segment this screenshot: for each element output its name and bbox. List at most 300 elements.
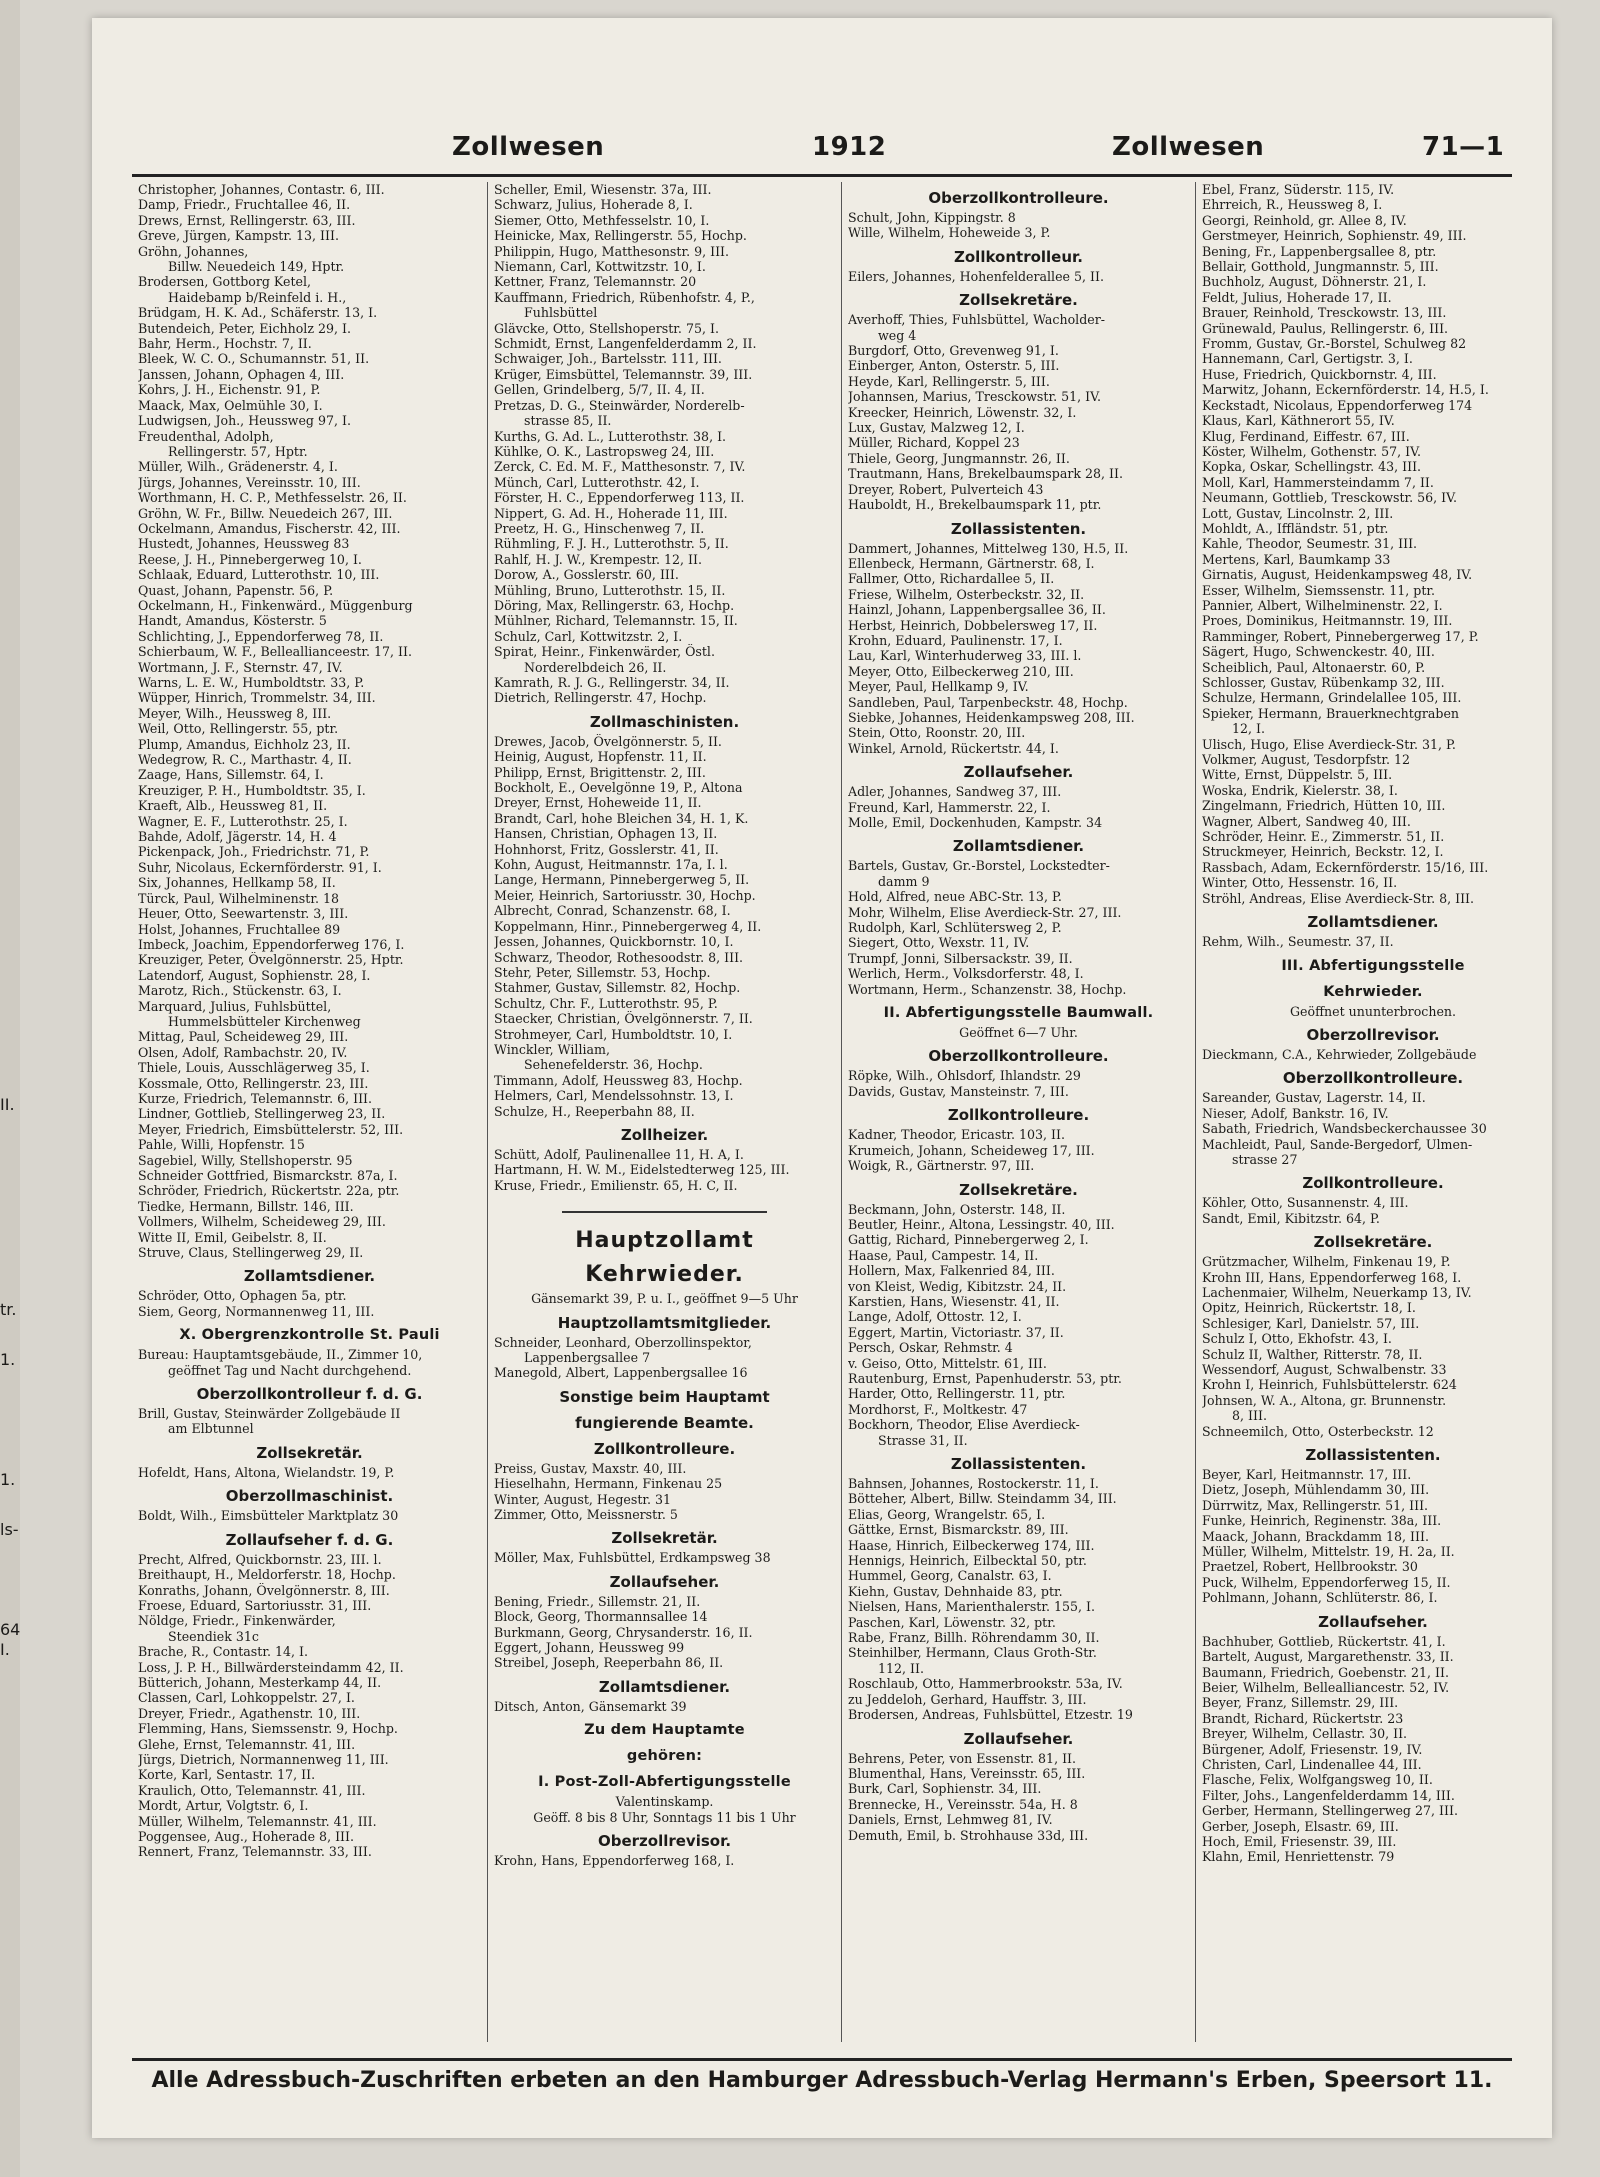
directory-entry: Schlichting, J., Eppendorferweg 78, II. bbox=[138, 628, 384, 644]
directory-entry: Demuth, Emil, b. Strohhause 33d, III. bbox=[848, 1827, 1089, 1843]
column-2 bbox=[488, 182, 842, 2042]
directory-entry: Krohn, Eduard, Paulinenstr. 17, I. bbox=[848, 632, 1063, 648]
section-heading: Zollsekretär. bbox=[611, 1529, 718, 1548]
directory-entry: Kohrs, J. H., Eichenstr. 91, P. bbox=[138, 382, 321, 398]
directory-entry: Niemann, Carl, Kottwitzstr. 10, I. bbox=[494, 259, 706, 275]
directory-entry: Struckmeyer, Heinrich, Beckstr. 12, I. bbox=[1202, 844, 1444, 860]
directory-entry: Plump, Amandus, Eichholz 23, II. bbox=[138, 736, 351, 752]
directory-entry: Mühling, Bruno, Lutterothstr. 15, II. bbox=[494, 582, 726, 598]
directory-entry: Imbeck, Joachim, Eppendorferweg 176, I. bbox=[138, 936, 405, 952]
directory-entry: Beutler, Heinr., Altona, Lessingstr. 40, III. bbox=[848, 1216, 1115, 1232]
directory-entry: Rühmling, F. J. H., Lutterothstr. 5, II. bbox=[494, 536, 729, 552]
directory-entry: Herbst, Heinrich, Dobbelersweg 17, II. bbox=[848, 617, 1098, 633]
section-heading: fungierende Beamte. bbox=[575, 1413, 754, 1432]
directory-entry: Brodersen, Andreas, Fuhlsbüttel, Etzestr. 19 bbox=[848, 1707, 1133, 1723]
section-heading: I. Post-Zoll-Abfertigungsstelle bbox=[538, 1774, 791, 1791]
directory-entry: Pretzas, D. G., Steinwärder, Norderelb- bbox=[494, 397, 745, 413]
directory-entry: Türck, Paul, Wilhelminenstr. 18 bbox=[138, 890, 339, 906]
directory-entry: Burkmann, Georg, Chrysanderstr. 16, II. bbox=[494, 1624, 753, 1640]
directory-entry: Mittag, Paul, Scheideweg 29, III. bbox=[138, 1029, 349, 1045]
directory-entry: Schulz I, Otto, Ekhofstr. 43, I. bbox=[1202, 1331, 1392, 1347]
directory-entry: Elias, Georg, Wrangelstr. 65, I. bbox=[848, 1506, 1046, 1522]
directory-entry: Harder, Otto, Rellingerstr. 11, ptr. bbox=[848, 1386, 1066, 1402]
directory-entry: Wessendorf, August, Schwalbenstr. 33 bbox=[1202, 1362, 1447, 1377]
directory-entry: Meyer, Otto, Eilbeckerweg 210, III. bbox=[848, 663, 1074, 679]
directory-entry: Ulisch, Hugo, Elise Averdieck-Str. 31, P. bbox=[1202, 736, 1456, 752]
directory-entry: Meyer, Friedrich, Eimsbüttelerstr. 52, III. bbox=[138, 1121, 404, 1137]
directory-entry: Nippert, G. Ad. H., Hoherade 11, III. bbox=[494, 505, 728, 521]
directory-entry: Schulze, Hermann, Grindelallee 105, III. bbox=[1202, 690, 1462, 706]
directory-entry: damm 9 bbox=[878, 873, 930, 889]
directory-entry: Bockholt, E., Oevelgönne 19, P., Altona bbox=[494, 780, 743, 796]
directory-entry: Gröhn, W. Fr., Billw. Neuedeich 267, III. bbox=[138, 505, 393, 521]
directory-entry: Korte, Karl, Sentastr. 17, II. bbox=[138, 1767, 316, 1783]
directory-entry: Gerstmeyer, Heinrich, Sophienstr. 49, III. bbox=[1202, 228, 1467, 244]
directory-entry: strasse 27 bbox=[1232, 1151, 1298, 1167]
directory-entry: Krohn III, Hans, Eppendorferweg 168, I. bbox=[1202, 1269, 1462, 1285]
directory-entry: Dreyer, Robert, Pulverteich 43 bbox=[848, 481, 1044, 497]
directory-entry: Brache, R., Contastr. 14, I. bbox=[138, 1644, 308, 1660]
directory-entry: Köhler, Otto, Susannenstr. 4, III. bbox=[1202, 1195, 1409, 1211]
directory-entry: Christen, Carl, Lindenallee 44, III. bbox=[1202, 1756, 1422, 1772]
directory-entry: Döring, Max, Rellingerstr. 63, Hochp. bbox=[494, 597, 735, 613]
directory-entry: Zaage, Hans, Sillemstr. 64, I. bbox=[138, 767, 324, 783]
directory-entry: Funke, Heinrich, Reginenstr. 38a, III. bbox=[1202, 1513, 1442, 1529]
directory-entry: Worthmann, H. C. P., Methfesselstr. 26, II. bbox=[138, 490, 407, 506]
section-heading: Oberzollrevisor. bbox=[1306, 1025, 1440, 1044]
directory-entry: Lott, Gustav, Lincolnstr. 2, III. bbox=[1202, 505, 1394, 521]
directory-entry: Lindner, Gottlieb, Stellingerweg 23, II. bbox=[138, 1106, 386, 1122]
directory-entry: Averhoff, Thies, Fuhlsbüttel, Wacholder- bbox=[848, 312, 1105, 328]
directory-entry: zu Jeddeloh, Gerhard, Hauffstr. 3, III. bbox=[848, 1691, 1087, 1707]
margin-mark: II. bbox=[0, 1095, 15, 1114]
directory-entry: Breithaupt, H., Meldorferstr. 18, Hochp. bbox=[138, 1567, 396, 1583]
directory-entry: Dreyer, Friedr., Agathenstr. 10, III. bbox=[138, 1705, 361, 1721]
directory-entry: Timmann, Adolf, Heussweg 83, Hochp. bbox=[494, 1072, 743, 1088]
directory-entry: Molle, Emil, Dockenhuden, Kampstr. 34 bbox=[848, 815, 1103, 830]
directory-entry: Philippin, Hugo, Matthesonstr. 9, III. bbox=[494, 243, 730, 259]
directory-entry: Dammert, Johannes, Mittelweg 130, H.5, II. bbox=[848, 540, 1129, 556]
directory-entry: Hofeldt, Hans, Altona, Wielandstr. 19, P. bbox=[138, 1464, 395, 1480]
directory-entry: Norderelbdeich 26, II. bbox=[524, 659, 667, 675]
directory-entry: Kreuziger, P. H., Humboldtstr. 35, I. bbox=[138, 782, 366, 798]
directory-entry: Nöldge, Friedr., Finkenwärder, bbox=[138, 1613, 336, 1629]
directory-entry: Lux, Gustav, Malzweg 12, I. bbox=[848, 420, 1025, 436]
directory-entry: Marquard, Julius, Fuhlsbüttel, bbox=[138, 998, 332, 1014]
directory-entry: Froese, Eduard, Sartoriusstr. 31, III. bbox=[138, 1597, 372, 1613]
directory-entry: Jessen, Johannes, Quickbornstr. 10, I. bbox=[494, 934, 734, 950]
directory-entry: Fuhlsbüttel bbox=[524, 305, 598, 321]
directory-entry: Mordhorst, F., Moltkestr. 47 bbox=[848, 1401, 1028, 1417]
directory-entry: Zimmer, Otto, Meissnerstr. 5 bbox=[494, 1507, 678, 1523]
directory-entry: Gellen, Grindelberg, 5/7, II. 4, II. bbox=[494, 382, 705, 398]
directory-entry: Spirat, Heinr., Finkenwärder, Östl. bbox=[494, 644, 715, 660]
directory-entry: Machleidt, Paul, Sande-Bergedorf, Ulmen- bbox=[1202, 1136, 1473, 1152]
directory-entry: Brennecke, H., Vereinsstr. 54a, H. 8 bbox=[848, 1796, 1078, 1812]
section-heading: Zollassistenten. bbox=[1305, 1446, 1441, 1465]
directory-entry: Ehrreich, R., Heussweg 8, I. bbox=[1202, 197, 1383, 213]
section-heading: Hauptzollamtsmitglieder. bbox=[557, 1313, 772, 1332]
section-divider bbox=[562, 1211, 767, 1213]
directory-entry: Bockhorn, Theodor, Elise Averdieck- bbox=[848, 1417, 1080, 1433]
directory-entry: Sareander, Gustav, Lagerstr. 14, II. bbox=[1202, 1090, 1426, 1106]
directory-entry: Hannemann, Carl, Gertigstr. 3, I. bbox=[1202, 351, 1413, 367]
directory-entry: Persch, Oskar, Rehmstr. 4 bbox=[848, 1340, 1013, 1356]
directory-entry: Trautmann, Hans, Brekelbaumspark 28, II. bbox=[848, 466, 1123, 482]
directory-entry: Buchholz, August, Döhnerstr. 21, I. bbox=[1202, 274, 1427, 290]
section-heading: Zollamtsdiener. bbox=[243, 1267, 376, 1286]
directory-entry: Wortmann, Herm., Schanzenstr. 38, Hochp. bbox=[848, 981, 1127, 997]
directory-entry: Philipp, Ernst, Brigittenstr. 2, III. bbox=[494, 764, 706, 780]
directory-entry: Freund, Karl, Hammerstr. 22, I. bbox=[848, 799, 1051, 815]
directory-entry: Hummel, Georg, Canalstr. 63, I. bbox=[848, 1568, 1052, 1584]
directory-entry: Siemer, Otto, Methfesselstr. 10, I. bbox=[494, 212, 710, 228]
section-heading: Oberzollkontrolleure. bbox=[1282, 1069, 1464, 1088]
directory-entry: Nieser, Adolf, Bankstr. 16, IV. bbox=[1202, 1105, 1389, 1121]
directory-entry: 12, I. bbox=[1232, 721, 1266, 737]
directory-entry: Staecker, Christian, Övelgönnerstr. 7, II. bbox=[494, 1011, 753, 1027]
section-heading: X. Obergrenzkontrolle St. Pauli bbox=[179, 1327, 440, 1344]
directory-entry: Suhr, Nicolaus, Eckernförderstr. 91, I. bbox=[138, 859, 382, 875]
directory-entry: Gerber, Hermann, Stellingerweg 27, III. bbox=[1202, 1803, 1458, 1819]
directory-entry: Kohn, August, Heitmannstr. 17a, I. l. bbox=[494, 857, 728, 873]
directory-entry: Haase, Hinrich, Eilbeckerweg 174, III. bbox=[848, 1537, 1095, 1553]
margin-marks bbox=[0, 0, 20, 2177]
directory-entry: Krüger, Eimsbüttel, Telemannstr. 39, III. bbox=[494, 366, 753, 382]
directory-entry: Bachhuber, Gottlieb, Rückertstr. 41, I. bbox=[1202, 1633, 1446, 1649]
section-heading: Oberzollmaschinist. bbox=[225, 1487, 394, 1506]
directory-entry: Dietrich, Rellingerstr. 47, Hochp. bbox=[494, 690, 707, 706]
directory-entry: Ebel, Franz, Süderstr. 115, IV. bbox=[1202, 182, 1395, 197]
section-heading: Zollsekretäre. bbox=[959, 291, 1078, 310]
section-heading: Zollheizer. bbox=[620, 1125, 709, 1144]
directory-entry: Pannier, Albert, Wilhelminenstr. 22, I. bbox=[1202, 597, 1443, 613]
directory-entry: Hollern, Max, Falkenried 84, III. bbox=[848, 1263, 1055, 1279]
section-heading: Zollkontrolleure. bbox=[1302, 1174, 1444, 1193]
directory-entry: Dreyer, Ernst, Hoheweide 11, II. bbox=[494, 795, 702, 811]
directory-entry: Thiele, Louis, Ausschlägerweg 35, I. bbox=[138, 1060, 370, 1076]
directory-entry: Schultz, Chr. F., Lutterothstr. 95, P. bbox=[494, 995, 718, 1011]
section-heading: Zollkontrolleure. bbox=[593, 1439, 736, 1458]
directory-entry: Münch, Carl, Lutterothstr. 42, I. bbox=[494, 474, 700, 490]
section-heading: Zollaufseher f. d. G. bbox=[225, 1530, 394, 1549]
directory-entry: Hartmann, H. W. M., Eidelstedterweg 125, III. bbox=[494, 1162, 790, 1178]
directory-entry: Block, Georg, Thormannsallee 14 bbox=[494, 1609, 708, 1625]
section-heading: Zollkontrolleur. bbox=[954, 247, 1083, 266]
directory-entry: Davids, Gustav, Mansteinstr. 7, III. bbox=[848, 1083, 1069, 1099]
directory-entry: Poggensee, Aug., Hoherade 8, III. bbox=[138, 1829, 355, 1844]
directory-entry: Strohmeyer, Carl, Humboldtstr. 10, I. bbox=[494, 1026, 733, 1042]
directory-entry: Lange, Hermann, Pinnebergerweg 5, II. bbox=[494, 872, 750, 888]
directory-entry: Bening, Fr., Lappenbergsallee 8, ptr. bbox=[1202, 243, 1437, 259]
directory-entry: Beier, Wilhelm, Bellealliancestr. 52, IV. bbox=[1202, 1679, 1450, 1695]
directory-entry: Steinhilber, Hermann, Claus Groth-Str. bbox=[848, 1645, 1097, 1661]
section-heading: Zollassistenten. bbox=[950, 519, 1087, 538]
directory-entry: Spieker, Hermann, Brauerknechtgraben bbox=[1202, 705, 1460, 721]
directory-entry: Ellenbeck, Hermann, Gärtnerstr. 68, I. bbox=[848, 555, 1095, 571]
directory-entry: Sabath, Friedrich, Wandsbeckerchaussee 30 bbox=[1202, 1121, 1487, 1137]
directory-entry: Maack, Johann, Brackdamm 18, III. bbox=[1202, 1528, 1429, 1544]
section-note: Geöff. 8 bis 8 Uhr, Sonntags 11 bis 1 Uhr bbox=[533, 1809, 796, 1825]
directory-entry: Hennigs, Heinrich, Eilbecktal 50, ptr. bbox=[848, 1553, 1087, 1569]
directory-entry: Greve, Jürgen, Kampstr. 13, III. bbox=[138, 228, 339, 244]
directory-entry: Proes, Dominikus, Heitmannstr. 19, III. bbox=[1202, 613, 1453, 629]
directory-entry: Bahr, Herm., Hochstr. 7, II. bbox=[138, 336, 312, 352]
directory-entry: Mohldt, A., Iffländstr. 51, ptr. bbox=[1202, 520, 1389, 536]
directory-entry: Klug, Ferdinand, Eiffestr. 67, III. bbox=[1202, 428, 1410, 444]
directory-entry: Winter, August, Hegestr. 31 bbox=[494, 1491, 672, 1507]
directory-entry: Zerck, C. Ed. M. F., Matthesonstr. 7, IV. bbox=[494, 459, 746, 475]
directory-entry: Drewes, Jacob, Övelgönnerstr. 5, II. bbox=[494, 733, 722, 749]
directory-entry: Flemming, Hans, Siemssenstr. 9, Hochp. bbox=[138, 1721, 398, 1737]
directory-entry: Sandleben, Paul, Tarpenbeckstr. 48, Hochp. bbox=[848, 694, 1128, 710]
directory-entry: Streibel, Joseph, Reeperbahn 86, II. bbox=[494, 1655, 724, 1671]
directory-entry: Haidebamp b/Reinfeld i. H., bbox=[168, 289, 347, 305]
section-heading: Kehrwieder. bbox=[1323, 983, 1423, 1000]
directory-entry: Bleek, W. C. O., Schumannstr. 51, II. bbox=[138, 351, 370, 367]
directory-entry: Schneider, Leonhard, Oberzollinspektor, bbox=[494, 1334, 752, 1350]
directory-entry: Krumeich, Johann, Scheideweg 17, III. bbox=[848, 1142, 1095, 1158]
directory-entry: Siem, Georg, Normannenweg 11, III. bbox=[138, 1303, 375, 1319]
section-heading: Zollsekretäre. bbox=[1313, 1233, 1433, 1252]
section-heading: Zollsekretär. bbox=[256, 1443, 363, 1462]
section-note: Gänsemarkt 39, P. u. I., geöffnet 9—5 Uhr bbox=[531, 1291, 798, 1307]
directory-entry: Dürrwitz, Max, Rellingerstr. 51, III. bbox=[1202, 1497, 1429, 1513]
directory-entry: Drews, Ernst, Rellingerstr. 63, III. bbox=[138, 212, 356, 228]
directory-entry: Siebke, Johannes, Heidenkampsweg 208, III. bbox=[848, 709, 1135, 725]
directory-entry: Gerber, Joseph, Elsastr. 69, III. bbox=[1202, 1818, 1399, 1834]
directory-entry: Kraeft, Alb., Heussweg 81, II. bbox=[138, 798, 328, 814]
directory-entry: Billw. Neuedeich 149, Hptr. bbox=[168, 259, 345, 275]
directory-entry: Ludwigsen, Joh., Heussweg 97, I. bbox=[138, 413, 351, 429]
directory-entry: Reese, J. H., Pinnebergerweg 10, I. bbox=[138, 551, 362, 567]
directory-entry: Filter, Johs., Langenfelderdamm 14, III. bbox=[1202, 1787, 1455, 1803]
directory-entry: Hauboldt, H., Brekelbaumspark 11, ptr. bbox=[848, 497, 1102, 513]
directory-entry: Hold, Alfred, neue ABC-Str. 13, P. bbox=[848, 889, 1062, 905]
directory-entry: Handt, Amandus, Kösterstr. 5 bbox=[138, 613, 327, 629]
directory-entry: Kopka, Oskar, Schellingstr. 43, III. bbox=[1202, 459, 1422, 475]
directory-entry: Sagebiel, Willy, Stellshoperstr. 95 bbox=[138, 1152, 353, 1168]
directory-entry: Burgdorf, Otto, Grevenweg 91, I. bbox=[848, 343, 1059, 359]
section-heading: Zollaufseher. bbox=[1318, 1612, 1428, 1631]
directory-entry: Schwaiger, Joh., Bartelsstr. 111, III. bbox=[494, 351, 722, 367]
directory-entry: Schneemilch, Otto, Osterbeckstr. 12 bbox=[1202, 1423, 1434, 1439]
margin-mark: tr. bbox=[0, 1300, 17, 1319]
directory-entry: Rautenburg, Ernst, Papenhuderstr. 53, ptr. bbox=[848, 1370, 1122, 1386]
directory-entry: Hansen, Christian, Ophagen 13, II. bbox=[494, 826, 718, 842]
section-heading: Zollamtsdiener. bbox=[952, 837, 1085, 856]
directory-entry: Warns, L. E. W., Humboldtstr. 33, P. bbox=[138, 675, 365, 690]
section-heading: Zollamtsdiener. bbox=[598, 1677, 731, 1696]
directory-entry: Christopher, Johannes, Contastr. 6, III. bbox=[138, 182, 385, 197]
directory-entry: Breyer, Wilhelm, Cellastr. 30, II. bbox=[1202, 1726, 1408, 1742]
directory-entry: Damp, Friedr., Fruchtallee 46, II. bbox=[138, 197, 351, 213]
directory-entry: Bütterich, Johann, Mesterkamp 44, II. bbox=[138, 1674, 382, 1690]
directory-entry: Schneider Gottfried, Bismarckstr. 87a, I. bbox=[138, 1168, 398, 1183]
directory-columns bbox=[132, 182, 1550, 2042]
directory-entry: Heinicke, Max, Rellingerstr. 55, Hochp. bbox=[494, 228, 747, 244]
column-4 bbox=[1196, 182, 1550, 2042]
directory-entry: Schulz, Carl, Kottwitzstr. 2, I. bbox=[494, 628, 683, 644]
directory-entry: am Elbtunnel bbox=[168, 1421, 254, 1437]
directory-entry: Nielsen, Hans, Marienthalerstr. 155, I. bbox=[848, 1599, 1096, 1615]
margin-mark: ls- bbox=[0, 1520, 19, 1539]
directory-entry: Wortmann, J. F., Sternstr. 47, IV. bbox=[138, 659, 343, 675]
directory-entry: Meyer, Wilh., Heussweg 8, III. bbox=[138, 705, 332, 721]
directory-entry: Kurths, G. Ad. L., Lutterothstr. 38, I. bbox=[494, 428, 727, 444]
section-heading: Oberzollrevisor. bbox=[597, 1832, 732, 1851]
margin-mark: I. bbox=[0, 1640, 10, 1659]
directory-entry: Kossmale, Otto, Rellingerstr. 23, III. bbox=[138, 1075, 369, 1091]
margin-mark: 1. bbox=[0, 1470, 16, 1489]
directory-entry: Ockelmann, H., Finkenwärd., Müggenburg bbox=[138, 597, 413, 613]
directory-entry: Daniels, Ernst, Lehmweg 81, IV. bbox=[848, 1812, 1053, 1828]
directory-entry: Rellingerstr. 57, Hptr. bbox=[168, 443, 308, 459]
directory-entry: Heyde, Karl, Rellingerstr. 5, III. bbox=[848, 373, 1050, 389]
section-heading: Sonstige beim Hauptamt bbox=[559, 1387, 770, 1406]
directory-entry: Moll, Karl, Hammersteindamm 7, II. bbox=[1202, 474, 1434, 490]
directory-entry: Koppelmann, Hinr., Pinnebergerweg 4, II. bbox=[494, 918, 762, 934]
directory-entry: Marwitz, Johann, Eckernförderstr. 14, H.5, I. bbox=[1202, 382, 1489, 398]
directory-entry: Meyer, Paul, Hellkamp 9, IV. bbox=[848, 679, 1029, 695]
directory-entry: Kurze, Friedrich, Telemannstr. 6, III. bbox=[138, 1090, 373, 1106]
directory-entry: Konraths, Johann, Övelgönnerstr. 8, III. bbox=[138, 1582, 390, 1598]
directory-entry: Hieselhahn, Hermann, Finkenau 25 bbox=[494, 1476, 723, 1492]
directory-entry: Stahmer, Gustav, Sillemstr. 82, Hochp. bbox=[494, 980, 741, 996]
header-year: 1912 bbox=[812, 132, 887, 162]
directory-entry: Müller, Richard, Koppel 23 bbox=[848, 435, 1020, 451]
directory-entry: Hoch, Emil, Friesenstr. 39, III. bbox=[1202, 1833, 1397, 1849]
directory-entry: Brandt, Richard, Rückertstr. 23 bbox=[1202, 1710, 1404, 1726]
directory-entry: Dorow, A., Gosslerstr. 60, III. bbox=[494, 567, 679, 583]
page-header bbox=[132, 118, 1512, 177]
directory-entry: Quast, Johann, Papenstr. 56, P. bbox=[138, 582, 334, 598]
section-heading: Oberzollkontrolleure. bbox=[928, 189, 1109, 207]
directory-entry: Wille, Wilhelm, Hoheweide 3, P. bbox=[848, 225, 1051, 241]
directory-entry: Adler, Johannes, Sandweg 37, III. bbox=[848, 784, 1062, 800]
directory-entry: Feldt, Julius, Hoherade 17, II. bbox=[1202, 289, 1392, 305]
directory-entry: Müller, Wilh., Grädenerstr. 4, I. bbox=[138, 459, 338, 475]
directory-entry: Johnsen, W. A., Altona, gr. Brunnenstr. bbox=[1202, 1392, 1447, 1408]
directory-entry: Tiedke, Hermann, Billstr. 146, III. bbox=[138, 1198, 354, 1214]
directory-entry: Sehenefelderstr. 36, Hochp. bbox=[524, 1057, 703, 1073]
directory-entry: Schierbaum, W. F., Belleallianceestr. 17, II. bbox=[138, 644, 412, 660]
directory-entry: Woska, Endrik, Kielerstr. 38, I. bbox=[1202, 782, 1398, 798]
column-3 bbox=[842, 182, 1196, 2042]
directory-entry: Fromm, Gustav, Gr.-Borstel, Schulweg 82 bbox=[1202, 336, 1467, 352]
directory-entry: Olsen, Adolf, Rambachstr. 20, IV. bbox=[138, 1044, 348, 1060]
directory-entry: Mordt, Artur, Volgtstr. 6, I. bbox=[138, 1798, 309, 1814]
directory-entry: Schlesiger, Karl, Danielstr. 57, III. bbox=[1202, 1315, 1420, 1331]
directory-entry: Schlosser, Gustav, Rübenkamp 32, III. bbox=[1202, 675, 1445, 690]
directory-entry: Gröhn, Johannes, bbox=[138, 243, 249, 259]
directory-entry: Mohr, Wilhelm, Elise Averdieck-Str. 27, III. bbox=[848, 904, 1122, 920]
page-footer: Alle Adressbuch-Zuschriften erbeten an den Hamburger Adressbuch-Verlag Hermann's Erben, Speersort 11. bbox=[132, 2058, 1512, 2101]
directory-entry: Brandt, Carl, hohe Bleichen 34, H. 1, K. bbox=[494, 810, 749, 826]
directory-entry: Schütt, Adolf, Paulinenallee 11, H. A, I. bbox=[494, 1146, 744, 1162]
directory-entry: Jürgs, Dietrich, Normannenweg 11, III. bbox=[138, 1751, 389, 1767]
directory-entry: Jürgs, Johannes, Vereinsstr. 10, III. bbox=[138, 474, 361, 490]
directory-entry: Lappenbergsallee 7 bbox=[524, 1350, 651, 1365]
directory-entry: Wagner, E. F., Lutterothstr. 25, I. bbox=[138, 813, 348, 829]
directory-entry: Manegold, Albert, Lappenbergsallee 16 bbox=[494, 1365, 748, 1381]
directory-entry: Schmidt, Ernst, Langenfelderdamm 2, II. bbox=[494, 336, 757, 352]
section-heading: Zollaufseher. bbox=[609, 1572, 720, 1591]
directory-entry: Sägert, Hugo, Schwenckestr. 40, III. bbox=[1202, 644, 1435, 660]
directory-entry: Gattig, Richard, Pinnebergerweg 2, I. bbox=[848, 1232, 1089, 1248]
directory-entry: Esser, Wilhelm, Siemssenstr. 11, ptr. bbox=[1202, 582, 1436, 598]
directory-entry: Baumann, Friedrich, Goebenstr. 21, II. bbox=[1202, 1664, 1449, 1680]
section-note: Geöffnet ununterbrochen. bbox=[1289, 1003, 1457, 1019]
directory-entry: Kiehn, Gustav, Dehnhaide 83, ptr. bbox=[848, 1583, 1063, 1599]
directory-entry: Bartels, Gustav, Gr.-Borstel, Lockstedter- bbox=[848, 858, 1110, 874]
section-heading: Zollaufseher. bbox=[963, 1729, 1074, 1748]
directory-entry: Witte II, Emil, Geibelstr. 8, II. bbox=[138, 1229, 327, 1245]
directory-entry: strasse 85, II. bbox=[524, 413, 612, 429]
directory-entry: Kraulich, Otto, Telemannstr. 41, III. bbox=[138, 1782, 366, 1798]
directory-entry: Winter, Otto, Hessenstr. 16, II. bbox=[1202, 875, 1398, 891]
directory-entry: Schulze, H., Reeperbahn 88, II. bbox=[494, 1103, 695, 1119]
directory-entry: Krohn, Hans, Eppendorferweg 168, I. bbox=[494, 1853, 735, 1869]
directory-entry: v. Geiso, Otto, Mittelstr. 61, III. bbox=[848, 1355, 1047, 1371]
section-heading: Hauptzollamt bbox=[575, 1228, 754, 1254]
directory-entry: Freudenthal, Adolph, bbox=[138, 428, 274, 444]
directory-entry: Bahde, Adolf, Jägerstr. 14, H. 4 bbox=[138, 829, 337, 845]
margin-mark: 1. bbox=[0, 1350, 16, 1369]
directory-entry: Kettner, Franz, Telemannstr. 20 bbox=[494, 274, 697, 290]
directory-entry: Hustedt, Johannes, Heussweg 83 bbox=[138, 536, 350, 552]
section-heading: Zollsekretäre. bbox=[959, 1180, 1078, 1199]
directory-entry: Six, Johannes, Hellkamp 58, II. bbox=[138, 875, 336, 891]
directory-entry: Eggert, Johann, Heussweg 99 bbox=[494, 1640, 685, 1656]
section-heading: Zollamtsdiener. bbox=[1307, 913, 1439, 932]
directory-entry: Janssen, Johann, Ophagen 4, III. bbox=[138, 366, 345, 382]
directory-entry: Burk, Carl, Sophienstr. 34, III. bbox=[848, 1781, 1042, 1797]
directory-entry: geöffnet Tag und Nacht durchgehend. bbox=[168, 1362, 412, 1378]
directory-entry: Klahn, Emil, Henriettenstr. 79 bbox=[1202, 1849, 1395, 1865]
directory-entry: Schwarz, Julius, Hoherade 8, I. bbox=[494, 197, 693, 213]
directory-entry: Krohn I, Heinrich, Fuhlsbüttelerstr. 624 bbox=[1202, 1377, 1457, 1393]
directory-entry: Eggert, Martin, Victoriastr. 37, II. bbox=[848, 1324, 1064, 1340]
directory-entry: Grünewald, Paulus, Rellingerstr. 6, III. bbox=[1202, 320, 1449, 336]
directory-entry: Strasse 31, II. bbox=[878, 1432, 968, 1448]
directory-entry: Struve, Claus, Stellingerweg 29, II. bbox=[138, 1245, 364, 1261]
directory-entry: Rabe, Franz, Billh. Röhrendamm 30, II. bbox=[848, 1630, 1100, 1646]
directory-entry: Pohlmann, Johann, Schlüterstr. 86, I. bbox=[1202, 1590, 1438, 1606]
directory-entry: Stehr, Peter, Sillemstr. 53, Hochp. bbox=[494, 964, 711, 980]
directory-entry: Rudolph, Karl, Schlütersweg 2, P. bbox=[848, 920, 1062, 936]
directory-entry: Röpke, Wilh., Ohlsdorf, Ihlandstr. 29 bbox=[848, 1068, 1081, 1084]
directory-entry: Rehm, Wilh., Seumestr. 37, II. bbox=[1202, 934, 1394, 950]
directory-entry: Helmers, Carl, Mendelssohnstr. 13, I. bbox=[494, 1088, 734, 1104]
directory-entry: Hummelsbütteler Kirchenweg bbox=[168, 1013, 361, 1029]
directory-entry: Brüdgam, H. K. Ad., Schäferstr. 13, I. bbox=[138, 305, 378, 321]
directory-entry: Werlich, Herm., Volksdorferstr. 48, I. bbox=[848, 966, 1084, 982]
directory-entry: Pickenpack, Joh., Friedrichstr. 71, P. bbox=[138, 844, 370, 860]
directory-entry: Bartelt, August, Margarethenstr. 33, II. bbox=[1202, 1649, 1454, 1665]
directory-entry: Müller, Wilhelm, Telemannstr. 41, III. bbox=[138, 1813, 377, 1829]
directory-entry: Preiss, Gustav, Maxstr. 40, III. bbox=[494, 1460, 687, 1476]
directory-entry: Behrens, Peter, von Essenstr. 81, II. bbox=[848, 1750, 1077, 1766]
directory-entry: Weil, Otto, Rellingerstr. 55, ptr. bbox=[138, 721, 339, 737]
directory-entry: Bürgener, Adolf, Friesenstr. 19, IV. bbox=[1202, 1741, 1423, 1757]
section-heading: III. Abfertigungsstelle bbox=[1281, 957, 1465, 974]
directory-entry: Beckmann, John, Osterstr. 148, II. bbox=[848, 1201, 1066, 1217]
directory-entry: Förster, H. C., Eppendorferweg 113, II. bbox=[494, 490, 745, 506]
directory-entry: Lange, Adolf, Ottostr. 12, I. bbox=[848, 1309, 1022, 1325]
directory-entry: Eilers, Johannes, Hohenfelderallee 5, II. bbox=[848, 268, 1104, 284]
directory-entry: Kühlke, O. K., Lastropsweg 24, III. bbox=[494, 443, 715, 459]
